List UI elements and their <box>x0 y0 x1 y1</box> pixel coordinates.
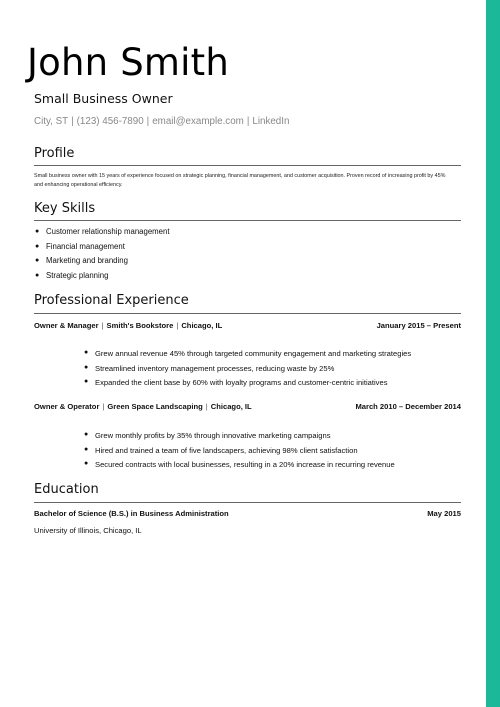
profile-summary: Small business owner with 15 years of experience focused on strategic planning, financial management, and customer acquisition. Proven record of increasing profit by 45% and enhancing operational efficiency. <box>34 173 446 188</box>
section-heading-skills: Key Skills <box>34 201 96 216</box>
job-header: Owner & Operator | Green Space Landscaping | Chicago, IL March 2010 – December 2014 <box>34 402 461 411</box>
section-heading-profile: Profile <box>34 146 75 161</box>
list-item: ● Grew monthly profits by 35% through innovative marketing campaigns <box>84 431 331 440</box>
job-entry <box>33 321 461 387</box>
list-item: ● Secured contracts with local businesses, resulting in a 20% increase in recurring revenue <box>84 460 395 469</box>
education-school: University of Illinois, Chicago, IL <box>34 526 142 535</box>
list-item: ● Hired and trained a team of five landscapers, achieving 98% client satisfaction <box>84 445 358 455</box>
accent-bar <box>486 0 500 707</box>
section-heading-experience: Professional Experience <box>34 293 189 308</box>
job-header: Owner & Manager | Smith's Bookstore | Chicago, IL January 2015 – Present <box>34 321 461 330</box>
bullet-icon: ● <box>35 228 40 235</box>
contact-email[interactable]: email@example.com <box>152 116 244 127</box>
bullet-icon: ● <box>84 378 89 385</box>
job-dates: March 2010 – December 2014 <box>355 402 461 411</box>
section-divider <box>34 165 461 166</box>
contact-phone: (123) 456-7890 <box>76 116 144 127</box>
contact-location: City, ST <box>34 116 69 127</box>
section-divider <box>34 313 461 314</box>
job-bullets <box>84 430 454 474</box>
section-divider <box>34 502 461 503</box>
skill-item: ● Strategic planning <box>35 270 109 280</box>
contact-linkedin[interactable]: LinkedIn <box>252 116 290 127</box>
list-item: ● Expanded the client base by 60% with loyalty programs and customer-centric initiatives <box>84 378 388 387</box>
job-location: Chicago, IL <box>210 402 252 411</box>
list-item: ● Streamlined inventory management processes, reducing waste by 25% <box>84 363 335 373</box>
bullet-icon: ● <box>35 242 40 250</box>
skill-item: ● Financial management <box>35 241 125 251</box>
skill-item: ● Customer relationship management <box>35 227 170 236</box>
job-location: Chicago, IL <box>181 321 223 330</box>
bullet-icon: ● <box>84 431 89 438</box>
education-degree: Bachelor of Science (B.S.) in Business Administration <box>34 509 229 518</box>
job-bullets <box>84 348 454 392</box>
job-company: Green Space Landscaping <box>107 402 203 411</box>
skills-list <box>33 226 333 284</box>
job-company: Smith's Bookstore <box>106 321 174 330</box>
list-item: ● Grew annual revenue 45% through targeted community engagement and marketing strategies <box>84 349 412 358</box>
job-role: Owner & Manager <box>34 321 99 330</box>
bullet-icon: ● <box>84 363 89 371</box>
bullet-icon: ● <box>84 349 89 356</box>
bullet-icon: ● <box>35 257 40 264</box>
section-heading-education: Education <box>34 482 99 497</box>
contact-line <box>34 116 289 127</box>
bullet-icon: ● <box>84 445 89 453</box>
bullet-icon: ● <box>84 460 89 467</box>
job-role: Owner & Operator <box>34 402 100 411</box>
job-entry <box>33 402 461 469</box>
education-date: May 2015 <box>427 509 461 518</box>
skill-item: ● Marketing and branding <box>35 256 128 265</box>
contact-separator: | <box>146 116 150 127</box>
contact-separator: | <box>71 116 74 127</box>
candidate-title: Small Business Owner <box>34 91 173 106</box>
contact-separator: | <box>246 116 250 127</box>
section-divider <box>34 220 461 221</box>
candidate-name: John Smith <box>27 41 229 84</box>
job-dates: January 2015 – Present <box>376 321 461 330</box>
bullet-icon: ● <box>35 271 40 279</box>
